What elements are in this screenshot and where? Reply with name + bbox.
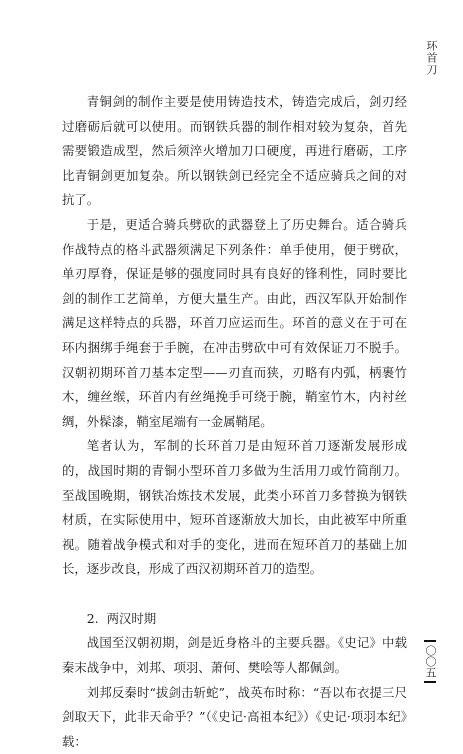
section-number: 2. (86, 610, 99, 626)
paragraph: 战国至汉朝初期，剑是近身格斗的主要兵器。《史记》中载秦末战争中，刘邦、项羽、萧何、樊哙等人都佩剑。 (62, 635, 407, 676)
body-text (62, 90, 407, 754)
page-number-block (423, 640, 437, 683)
section-title: 两汉时期 (106, 610, 157, 626)
folio-rule-top (424, 640, 436, 642)
paragraph: 于是，更适合骑兵劈砍的武器登上了历史舞台。适合骑兵作战特点的格斗武器须满足下列条件：单手使用，便于劈砍，单刃厚脊，保证是够的强度同时具有良好的锋利性，同时要比剑的制作工艺简单，方便大量生产。由此，西汉军队开始制作满足这样特点的兵器，环首刀应运而生。环首的意义在于可在环内捆绑手绳套于手腕，在冲击劈砍中可有效保证刀不脱手。汉朝初期环首刀基本定型——刃直而狭，刃略有内弧，柄裹竹木，缠丝缑，环首内有丝绳挽手可绕于腕，鞘室竹木，内衬丝绸，外髹漆，鞘室尾端有一金属鞘尾。 (62, 216, 407, 429)
paragraph: 笔者认为，军制的长环首刀是由短环首刀逐渐发展形成的，战国时期的青铜小型环首刀多做为生活用刀或竹简削刀。至战国晚期，钢铁冶炼技术发展，此类小环首刀多替换为钢铁材质，在实际使用中，短环首逐渐放大加长，由此被军中所重视。随着战争模式和对手的变化，进而在短环首刀的基础上加长，逐步改良，形成了西汉初期环首刀的造型。 (62, 438, 407, 577)
section-spacer (62, 582, 407, 607)
folio-rule-bottom (424, 681, 436, 683)
paragraph: 刘邦反秦时“拔剑击斩蛇”，战英布时称：“吾以布衣提三尺剑取天下，此非天命乎？”（《史记·高祖本纪》）《史记·项羽本纪》载： (62, 684, 407, 749)
section-heading (62, 607, 407, 632)
paragraph: 青铜剑的制作主要是使用铸造技术，铸造完成后，剑刃经过磨砺后就可以使用。而钢铁兵器的制作相对较为复杂，首先需要锻造成型，然后须淬火增加刀口硬度，再进行磨砺，工序比青铜剑更加复杂。所以钢铁剑已经完全不适应骑兵之间的对抗了。 (62, 94, 407, 208)
running-head: 环首刀 (425, 40, 438, 76)
page-number: 〇〇五 (424, 645, 437, 678)
